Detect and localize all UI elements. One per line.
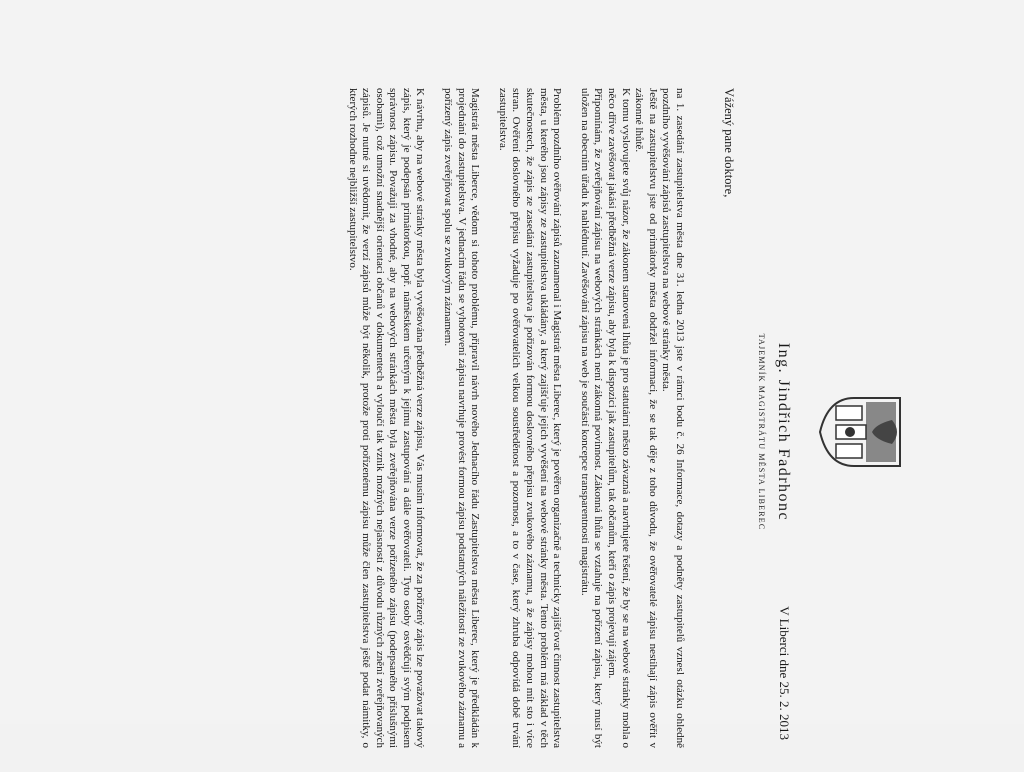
letter-body bbox=[331, 88, 686, 748]
letter-content bbox=[0, 88, 1024, 748]
paragraph: Problém pozdního ověřování zápisů zaznamenal i Magistrát města Liberec, který je pověřen organizačně a technicky zajišťovat činnost zastupitelstva města, u kterého jsou zápisy ze zastupitelstva ukládány, a který zajišťuje jejich vyvěšení na webové stránky města. Tento problém má základ v těch skutečnostech, že zápis ze zasedání zastupitelstva je pořizován formou doslovného přepisu zvukového záznamu, a že zápisy mohou mít sto i více stran. Ověření doslovného přepisu vyžaduje po ověřovatelích velkou soustředěnost a pozornost, a to v čase, který zhruba odpovídá době trvání zastupitelstva. bbox=[496, 88, 564, 748]
paragraph: Magistrát města Liberce, vědom si tohoto problému, připravil návrh nového Jednacího řádu Zastupitelstva města Liberec, který je předkládán k projednání do zastupitelstva. V jednacím řádu se vyhotovení zápisu navrhuje provést formou zápisu podstatných náležitostí ze zvukového záznamu a pořízený zápis zveřejňovat spolu se zvukovým záznamem. bbox=[442, 88, 482, 748]
paragraph: K návrhu, aby na webové stránky města byla vyvěšována předběžná verze zápisu, Vás musím informovat, že za pořízený zápis lze považovat takový zápis, který je podepsán primátorkou, popř. náměstkem určeným k jejímu zastupování a dále ověřovateli. Tyto osoby osvědčují svým podpisem správnost zápisu. Považuji za vhodné, aby na webových stránkách města byla zveřejňována verze pořízeného zápisu (podepsaného příslušnými osobami), což umožní snadnější orientaci občanů v dokumentech a vyloučí tak vznik možných nejasností z důvodu různých znění zveřejňovaných zápisů. Je nutné si uvědomit, že verzí zápisů může být několik, protože proti pořízenému zápisu může člen zastupitelstva ještě podat námitky, o kterých rozhodne nejbližší zastupitelstvo. bbox=[346, 88, 427, 748]
paragraph: na 1. zasedání zastupitelstva města dne 31. ledna 2013 jste v rámci bodu č. 26 Informace, dotazy a podněty zastupitelů vznesl otázku ohledně pozdního vyvěšování zápisů zastupitelstva na webové stránky města. Ještě na zastupitelstvu jste od primátorky města obdržel informaci, že se tak děje z toho důvodu, že ověřovatelé zápisu nestihají zápis ověřit v zákonné lhůtě. K tomu vyslovujete svůj názor, že zákonem stanovená lhůta je pro statutární město závazná a navrhujete řešení, že by se na webové stránky mohla o něco dříve zavěšovat jakási předběžná verze zápisu, aby byla k dispozici jak zastupitelům, tak občanům, kteří o zápis projevují zájem. Připomínám, že zveřejňování zápisu na webových stránkách není zákonná povinnost. Zákonná lhůta se vztahuje na pořízení zápisu, který musí být uložen na obecním úřadu k nahlédnutí. Zavěšování zápisu na web je součástí koncepce transparentnosti magistrátu. bbox=[578, 88, 686, 748]
sender-name: Ing. Jindřich Fadrhonc bbox=[775, 342, 792, 522]
liberec-coat-of-arms-icon bbox=[816, 392, 906, 472]
letter-date: V Liberci dne 25. 2. 2013 bbox=[777, 606, 792, 740]
letter-greeting: Vážený pane doktore, bbox=[722, 88, 736, 198]
sender-title: TAJEMNÍK MAGISTRÁTU MĚSTA LIBEREC bbox=[757, 333, 766, 531]
